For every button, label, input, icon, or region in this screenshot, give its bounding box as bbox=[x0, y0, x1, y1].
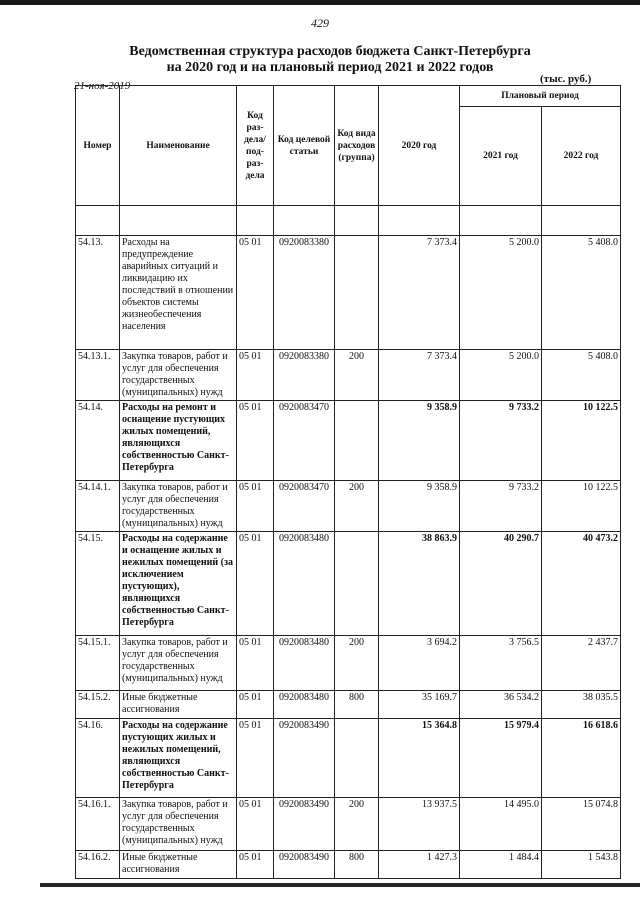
table-body bbox=[76, 236, 621, 879]
row-name: Иные бюджетные ассигнования bbox=[120, 851, 237, 879]
row-number: 54.16.1. bbox=[76, 798, 120, 851]
row-amount-2021: 5 200.0 bbox=[460, 350, 542, 401]
table-row bbox=[76, 481, 621, 532]
row-section-code: 05 01 bbox=[237, 532, 274, 636]
row-name: Расходы на предупреждение аварийных ситуаций и ликвидацию их последствий в отношении объектов системы жизнеобеспечения населения bbox=[120, 236, 237, 350]
scan-bottom-edge bbox=[40, 883, 640, 887]
row-section-code: 05 01 bbox=[237, 636, 274, 691]
row-target-code: 0920083480 bbox=[274, 636, 335, 691]
table-row bbox=[76, 719, 621, 798]
row-section-code: 05 01 bbox=[237, 481, 274, 532]
row-amount-2021: 14 495.0 bbox=[460, 798, 542, 851]
header-section: Код раз-дела/ под-раз-дела bbox=[237, 86, 274, 206]
row-target-code: 0920083490 bbox=[274, 851, 335, 879]
budget-table bbox=[75, 85, 621, 879]
header-name: Наименование bbox=[120, 86, 237, 206]
row-target-code: 0920083480 bbox=[274, 691, 335, 719]
row-target-code: 0920083380 bbox=[274, 236, 335, 350]
row-target-code: 0920083490 bbox=[274, 719, 335, 798]
row-amount-2021: 1 484.4 bbox=[460, 851, 542, 879]
header-target: Код целевой статьи bbox=[274, 86, 335, 206]
table-row bbox=[76, 851, 621, 879]
row-amount-2020: 38 863.9 bbox=[379, 532, 460, 636]
row-amount-2020: 9 358.9 bbox=[379, 401, 460, 481]
row-section-code: 05 01 bbox=[237, 401, 274, 481]
table-row bbox=[76, 350, 621, 401]
row-expense-type bbox=[335, 401, 379, 481]
row-section-code: 05 01 bbox=[237, 236, 274, 350]
table-row bbox=[76, 798, 621, 851]
header-spacer-row bbox=[76, 206, 621, 236]
row-number: 54.14. bbox=[76, 401, 120, 481]
row-amount-2021: 40 290.7 bbox=[460, 532, 542, 636]
row-amount-2021: 36 534.2 bbox=[460, 691, 542, 719]
row-amount-2022: 10 122.5 bbox=[542, 401, 621, 481]
row-section-code: 05 01 bbox=[237, 851, 274, 879]
row-amount-2022: 38 035.5 bbox=[542, 691, 621, 719]
row-amount-2020: 1 427.3 bbox=[379, 851, 460, 879]
row-expense-type: 200 bbox=[335, 636, 379, 691]
row-expense-type: 800 bbox=[335, 851, 379, 879]
table-row bbox=[76, 532, 621, 636]
row-amount-2021: 9 733.2 bbox=[460, 481, 542, 532]
row-expense-type bbox=[335, 532, 379, 636]
row-name: Закупка товаров, работ и услуг для обеспечения государственных (муниципальных) нужд bbox=[120, 636, 237, 691]
row-amount-2022: 5 408.0 bbox=[542, 350, 621, 401]
row-name: Расходы на содержание и оснащение жилых и нежилых помещений (за исключением пустующих), являющихся собственностью Санкт-Петербурга bbox=[120, 532, 237, 636]
row-name: Закупка товаров, работ и услуг для обеспечения государственных (муниципальных) нужд bbox=[120, 798, 237, 851]
row-number: 54.15. bbox=[76, 532, 120, 636]
header-2022: 2022 год bbox=[542, 107, 621, 206]
row-amount-2022: 5 408.0 bbox=[542, 236, 621, 350]
row-amount-2022: 1 543.8 bbox=[542, 851, 621, 879]
row-amount-2021: 5 200.0 bbox=[460, 236, 542, 350]
scan-top-edge bbox=[0, 0, 640, 5]
row-section-code: 05 01 bbox=[237, 798, 274, 851]
units-label: (тыс. руб.) bbox=[540, 73, 592, 85]
row-amount-2022: 16 618.6 bbox=[542, 719, 621, 798]
row-expense-type bbox=[335, 719, 379, 798]
row-name: Расходы на ремонт и оснащение пустующих жилых помещений, являющихся собственностью Санкт-Петербурга bbox=[120, 401, 237, 481]
row-number: 54.13. bbox=[76, 236, 120, 350]
row-expense-type: 200 bbox=[335, 481, 379, 532]
row-amount-2020: 9 358.9 bbox=[379, 481, 460, 532]
row-amount-2020: 3 694.2 bbox=[379, 636, 460, 691]
row-section-code: 05 01 bbox=[237, 350, 274, 401]
title-line-1: Ведомственная структура расходов бюджета Санкт-Петербурга bbox=[129, 44, 531, 59]
table-row bbox=[76, 401, 621, 481]
row-target-code: 0920083380 bbox=[274, 350, 335, 401]
row-amount-2020: 13 937.5 bbox=[379, 798, 460, 851]
row-amount-2021: 15 979.4 bbox=[460, 719, 542, 798]
header-2020: 2020 год bbox=[379, 86, 460, 206]
header-2021: 2021 год bbox=[460, 107, 542, 206]
row-target-code: 0920083470 bbox=[274, 401, 335, 481]
header-planned-period: Плановый период bbox=[460, 86, 621, 107]
row-amount-2022: 10 122.5 bbox=[542, 481, 621, 532]
row-name: Расходы на содержание пустующих жилых и нежилых помещений, являющихся собственностью Санкт-Петербурга bbox=[120, 719, 237, 798]
title-line-2: на 2020 год и на плановый период 2021 и 2022 годов bbox=[166, 60, 494, 75]
row-expense-type: 200 bbox=[335, 350, 379, 401]
row-amount-2022: 2 437.7 bbox=[542, 636, 621, 691]
row-number: 54.16. bbox=[76, 719, 120, 798]
page-number: 429 bbox=[311, 16, 329, 30]
row-name: Иные бюджетные ассигнования bbox=[120, 691, 237, 719]
table-row bbox=[76, 691, 621, 719]
row-name: Закупка товаров, работ и услуг для обеспечения государственных (муниципальных) нужд bbox=[120, 350, 237, 401]
row-amount-2020: 35 169.7 bbox=[379, 691, 460, 719]
row-target-code: 0920083480 bbox=[274, 532, 335, 636]
row-number: 54.16.2. bbox=[76, 851, 120, 879]
row-section-code: 05 01 bbox=[237, 719, 274, 798]
row-amount-2022: 40 473.2 bbox=[542, 532, 621, 636]
row-section-code: 05 01 bbox=[237, 691, 274, 719]
row-expense-type: 200 bbox=[335, 798, 379, 851]
table-row bbox=[76, 236, 621, 350]
row-amount-2020: 15 364.8 bbox=[379, 719, 460, 798]
row-amount-2022: 15 074.8 bbox=[542, 798, 621, 851]
row-amount-2020: 7 373.4 bbox=[379, 236, 460, 350]
row-amount-2021: 9 733.2 bbox=[460, 401, 542, 481]
row-target-code: 0920083490 bbox=[274, 798, 335, 851]
row-number: 54.14.1. bbox=[76, 481, 120, 532]
table-header bbox=[76, 86, 621, 236]
row-number: 54.13.1. bbox=[76, 350, 120, 401]
row-expense-type bbox=[335, 236, 379, 350]
header-number: Номер bbox=[76, 86, 120, 206]
row-number: 54.15.1. bbox=[76, 636, 120, 691]
header-expense-type: Код вида расходов (группа) bbox=[335, 86, 379, 206]
row-target-code: 0920083470 bbox=[274, 481, 335, 532]
document-date: 21-ноя-2019 bbox=[74, 80, 131, 92]
row-amount-2021: 3 756.5 bbox=[460, 636, 542, 691]
row-expense-type: 800 bbox=[335, 691, 379, 719]
document-title bbox=[60, 44, 600, 76]
row-name: Закупка товаров, работ и услуг для обеспечения государственных (муниципальных) нужд bbox=[120, 481, 237, 532]
row-number: 54.15.2. bbox=[76, 691, 120, 719]
table-row bbox=[76, 636, 621, 691]
row-amount-2020: 7 373.4 bbox=[379, 350, 460, 401]
